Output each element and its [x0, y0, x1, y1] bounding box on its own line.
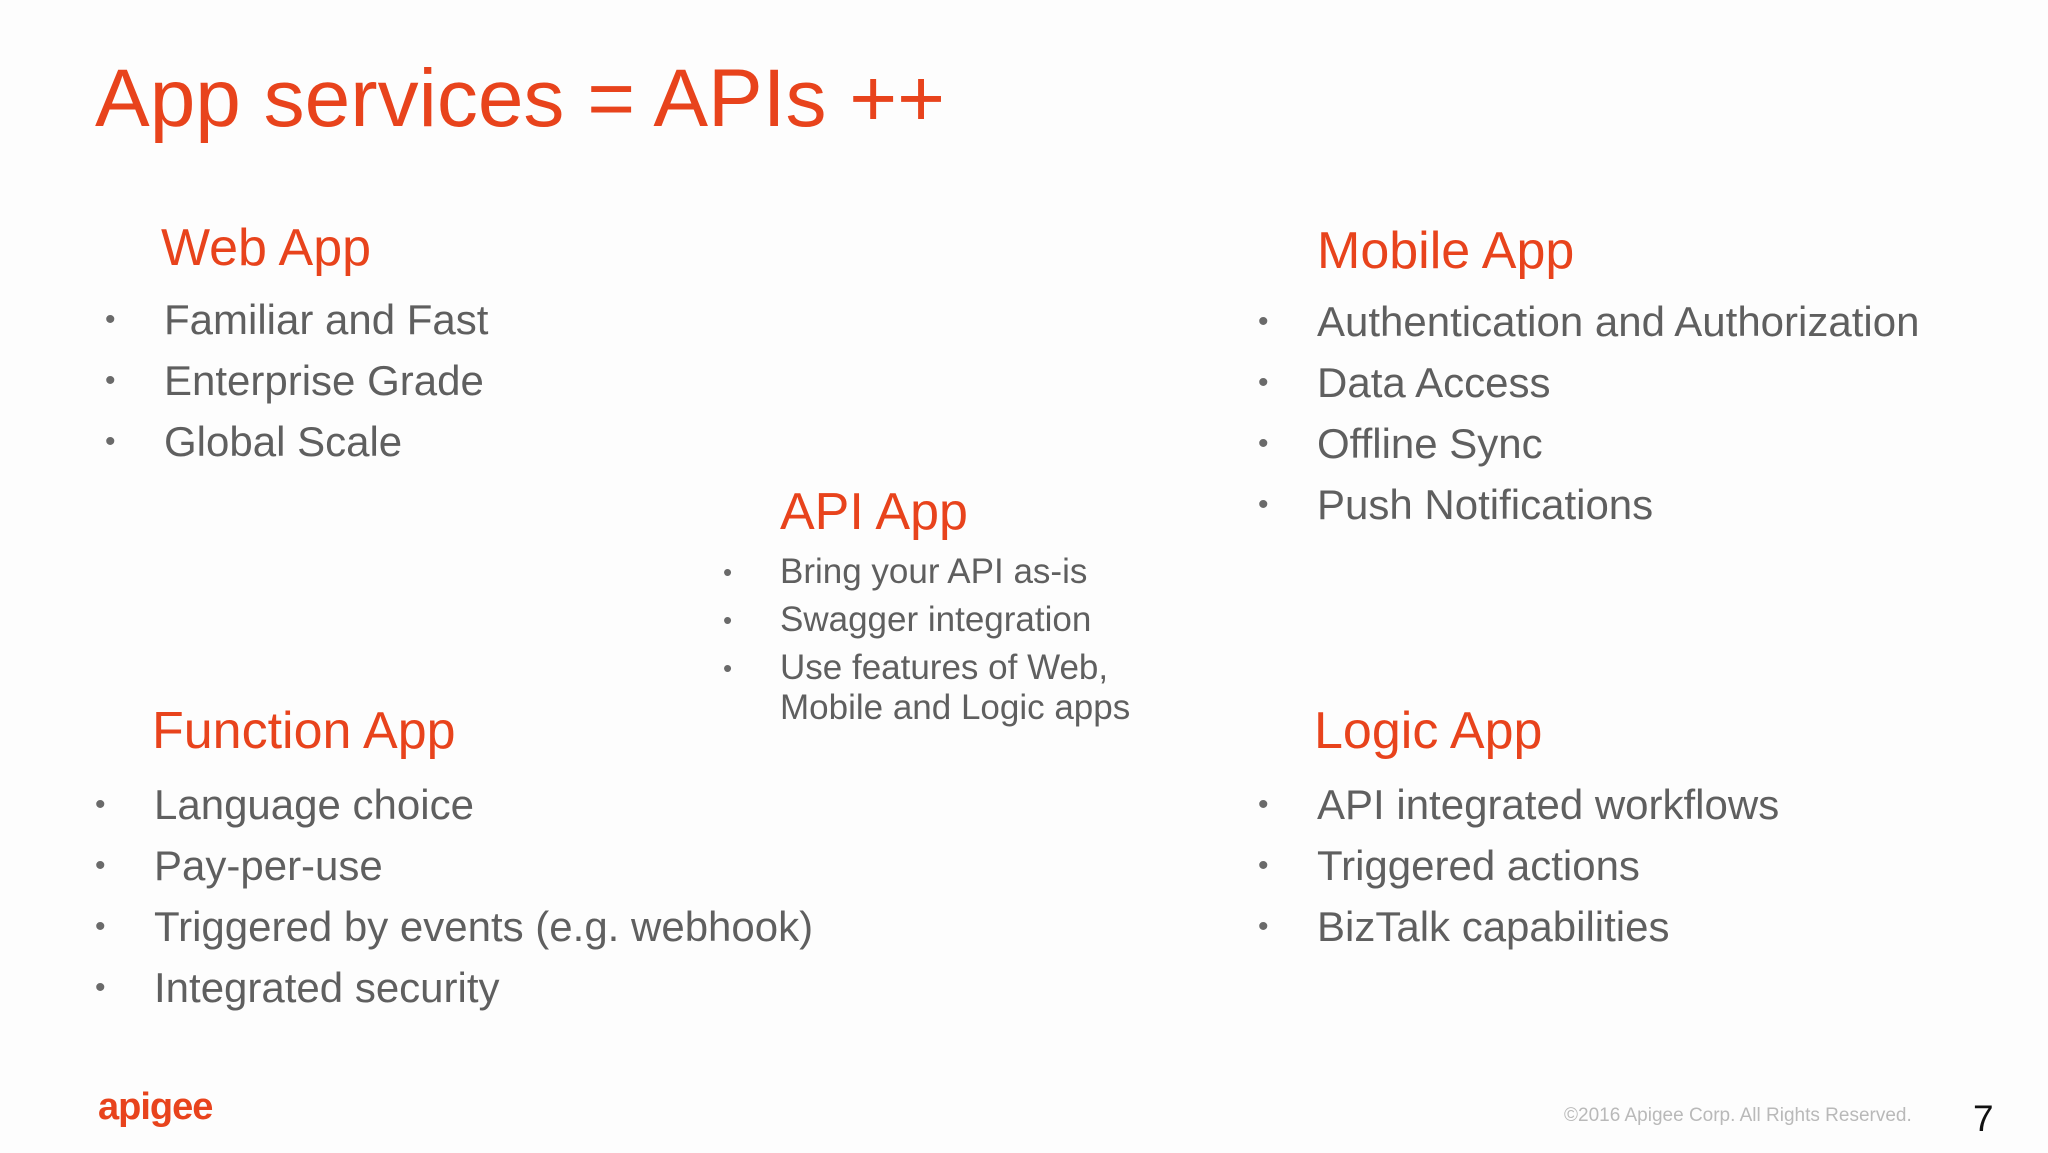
- mobile-app-section: [1258, 222, 1920, 535]
- list-item-text: Use features of Web, Mobile and Logic apps: [780, 648, 1131, 727]
- bullet-icon: •: [95, 971, 106, 1004]
- list-item-text: Triggered actions: [1317, 842, 1640, 889]
- function-app-section: [95, 702, 814, 1018]
- bullet-icon: •: [723, 653, 733, 683]
- list-item: [105, 350, 488, 411]
- list-item-text: Familiar and Fast: [164, 296, 489, 343]
- list-item: [1258, 352, 1919, 413]
- mobile-app-heading: Mobile App: [1317, 222, 1575, 280]
- bullet-icon: •: [1258, 849, 1269, 882]
- bullet-icon: •: [1258, 305, 1269, 338]
- list-item: [1258, 474, 1919, 535]
- bullet-icon: •: [105, 425, 116, 458]
- bullet-icon: •: [105, 303, 116, 336]
- bullet-icon: •: [105, 364, 116, 397]
- bullet-icon: •: [95, 788, 106, 821]
- bullet-icon: •: [1258, 427, 1269, 460]
- web-app-section: [105, 219, 489, 472]
- list-item: [95, 896, 813, 957]
- list-item-text: Global Scale: [164, 418, 403, 465]
- list-item: [1258, 413, 1919, 474]
- list-item-text: Data Access: [1317, 359, 1551, 406]
- mobile-app-list: [1258, 291, 1919, 535]
- list-item: [95, 835, 813, 896]
- list-item: [723, 548, 1183, 596]
- api-app-section: [723, 483, 1183, 728]
- api-app-heading: API App: [780, 483, 968, 541]
- list-item: [105, 411, 488, 472]
- list-item: [1258, 835, 1779, 896]
- function-app-list: [95, 774, 813, 1018]
- function-app-heading: Function App: [152, 702, 456, 760]
- bullet-icon: •: [1258, 366, 1269, 399]
- web-app-list: [105, 289, 488, 472]
- list-item-text: BizTalk capabilities: [1317, 903, 1670, 950]
- list-item-text: Bring your API as-is: [780, 552, 1088, 591]
- list-item-text: Language choice: [154, 781, 474, 828]
- logic-app-heading: Logic App: [1314, 702, 1543, 760]
- list-item-text: Push Notifications: [1317, 481, 1654, 528]
- list-item: [1258, 896, 1779, 957]
- list-item-text: Triggered by events (e.g. webhook): [154, 903, 814, 950]
- web-app-heading: Web App: [161, 219, 372, 277]
- list-item: [1258, 774, 1779, 835]
- list-item-text: Integrated security: [154, 964, 500, 1011]
- list-item-text: Offline Sync: [1317, 420, 1543, 467]
- bullet-icon: •: [95, 849, 106, 882]
- page-number: 7: [1973, 1098, 1994, 1139]
- list-item-text: Authentication and Authorization: [1317, 298, 1920, 345]
- list-item: [105, 289, 488, 350]
- copyright-text: ©2016 Apigee Corp. All Rights Reserved.: [1564, 1105, 1912, 1126]
- list-item: [95, 774, 813, 835]
- list-item: [1258, 291, 1919, 352]
- slide-title: App services = APIs ++: [95, 53, 946, 144]
- bullet-icon: •: [723, 605, 733, 635]
- bullet-icon: •: [1258, 788, 1269, 821]
- api-app-list: [723, 548, 1183, 728]
- list-item-text: Enterprise Grade: [164, 357, 484, 404]
- list-item-text: API integrated workflows: [1317, 781, 1780, 828]
- bullet-icon: •: [1258, 910, 1269, 943]
- list-item: [95, 957, 813, 1018]
- bullet-icon: •: [95, 910, 106, 943]
- bullet-icon: •: [1258, 488, 1269, 521]
- list-item-text: Pay-per-use: [154, 842, 383, 889]
- logic-app-list: [1258, 774, 1779, 957]
- list-item: [723, 596, 1183, 644]
- bullet-icon: •: [723, 557, 733, 587]
- list-item-text: Swagger integration: [780, 600, 1092, 639]
- apigee-logo: apigee: [98, 1086, 213, 1128]
- logic-app-section: [1258, 702, 1780, 957]
